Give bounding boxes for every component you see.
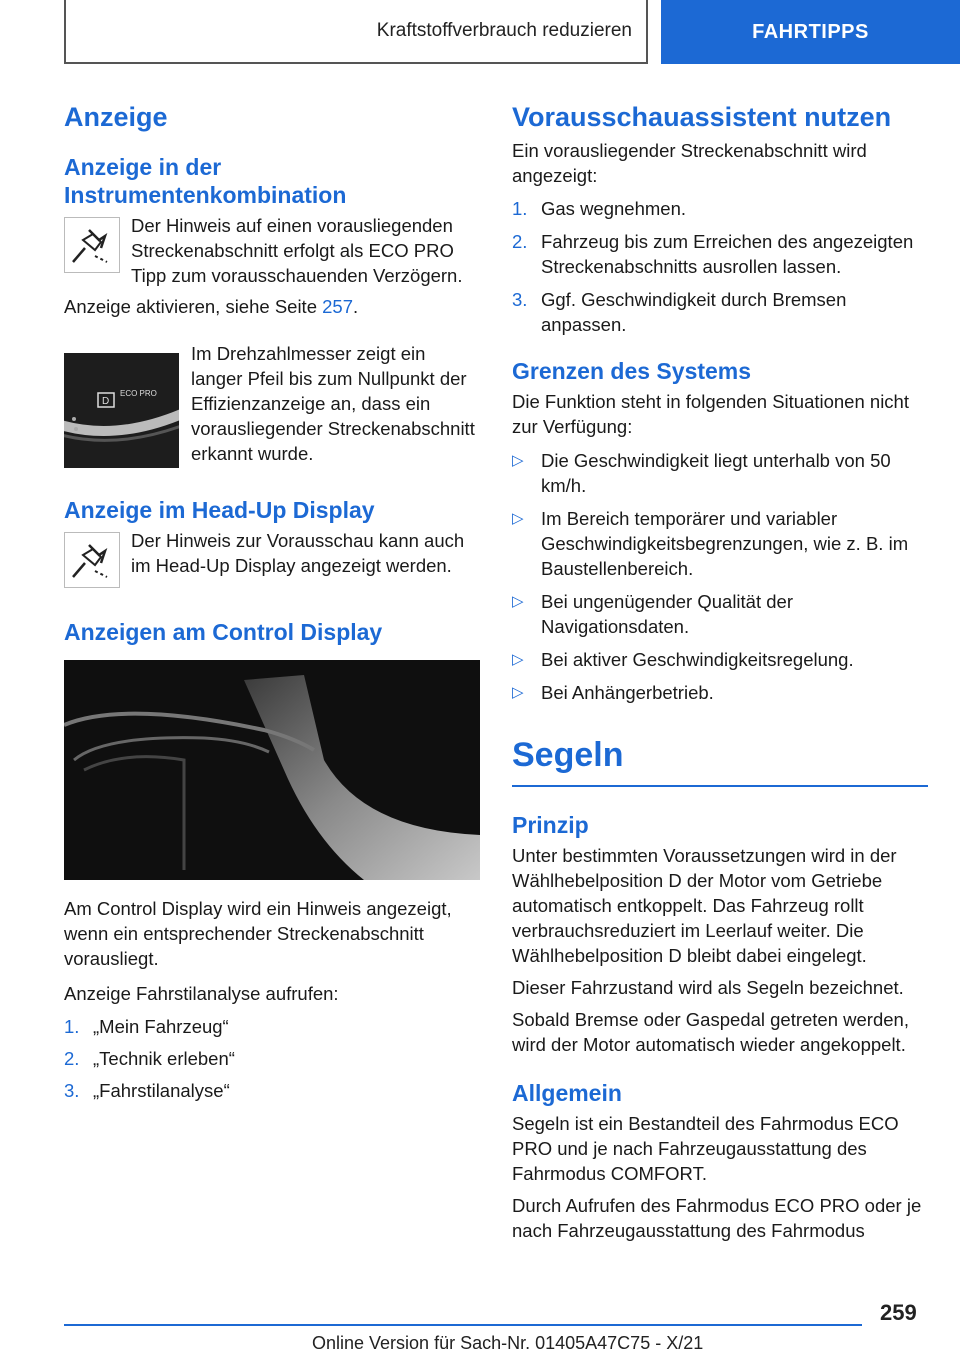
heading-limits: Grenzen des Systems	[512, 358, 752, 384]
text-segeln-definition: Dieser Fahrzustand wird als Segeln bezeichnet.	[512, 977, 904, 998]
mode-label: ECO PRO	[120, 389, 157, 398]
list-item: 1. Gas wegnehmen.	[512, 198, 687, 219]
left-steps	[64, 1014, 480, 1103]
text-limits: Die Funktion steht in folgenden Situationen nicht zur Verfügung:	[512, 391, 909, 437]
text-vorausschau: Ein vorausliegender Streckenabschnitt wird angezeigt:	[512, 140, 867, 186]
text-tacho: Im Drehzahlmesser zeigt ein langer Pfeil bis zum Nullpunkt der Effizienzanzeige an, dass ein vorausliegender Streckenabschnitt erkannt wurde.	[191, 343, 475, 464]
heading-allgemein: Allgemein	[512, 1080, 622, 1106]
text-prinzip: Unter bestimmten Voraussetzungen wird in der Wählhebelposition D der Motor vom Getriebe automatisch entkoppelt. Das Fahrzeug rollt verbrauchsreduziert im Leerlauf weiter. Die Wählhebelposition D bleibt dabei eingelegt.	[512, 845, 897, 966]
tacho-block	[64, 341, 480, 468]
left-column	[64, 100, 480, 1103]
page-number: 259	[880, 1300, 917, 1325]
road-curve-warning-icon	[64, 532, 120, 588]
chapter-title: FAHRTIPPS	[752, 20, 869, 43]
hint-block-hud	[64, 528, 480, 588]
list-item: 1. „Mein Fahrzeug“	[64, 1016, 229, 1037]
list-item: 3. Ggf. Geschwindigkeit durch Bremsen anpassen.	[512, 289, 847, 335]
list-item: ▷ Bei aktiver Geschwindigkeitsregelung.	[512, 649, 854, 670]
gear-label: D	[102, 396, 110, 407]
running-header	[64, 0, 648, 64]
text-allgemein-2: Durch Aufrufen des Fahrmodus ECO PRO oder je nach Fahrzeugausstattung des Fahrmodus	[512, 1195, 922, 1241]
heading-prinzip: Prinzip	[512, 812, 589, 838]
list-item: 2. Fahrzeug bis zum Erreichen des angezeigten Streckenabschnitts ausrollen lassen.	[512, 231, 914, 277]
footer-text: Online Version für Sach-Nr. 01405A47C75 - X/21	[312, 1333, 704, 1353]
hint-block-cluster	[64, 213, 480, 288]
text-control-display: Am Control Display wird ein Hinweis angezeigt, wenn ein entsprechender Streckenabschnitt vorausliegt.	[64, 898, 452, 969]
list-item: ▷ Die Geschwindigkeit liegt unterhalb von 50 km/h.	[512, 450, 891, 496]
list-item: ▷ Im Bereich temporärer und variabler Geschwindigkeitsbegrenzungen, wie z. B. im Baustellenbereich.	[512, 508, 909, 579]
list-item: 3. „Fahrstilanalyse“	[64, 1080, 230, 1101]
text-cluster-hint: Der Hinweis auf einen vorausliegenden Streckenabschnitt erfolgt als ECO PRO Tipp zum vorausschauenden Verzögern.	[131, 215, 463, 286]
road-curve-warning-icon	[64, 217, 120, 273]
list-item: ▷ Bei Anhängerbetrieb.	[512, 682, 714, 703]
text-activate: Anzeige aktivieren, siehe Seite 257.	[64, 296, 359, 317]
triangle-right-icon: ▷	[512, 684, 524, 701]
heading-anzeige: Anzeige	[64, 102, 168, 132]
footer-rule	[64, 1324, 862, 1326]
heading-segeln: Segeln	[512, 735, 928, 787]
triangle-right-icon: ▷	[512, 510, 524, 527]
control-display-image	[64, 660, 480, 880]
text-recoupling: Sobald Bremse oder Gaspedal getreten werden, wird der Motor automatisch wieder angekoppelt.	[512, 1009, 909, 1055]
heading-instrument-cluster: Anzeige in der Instrumentenkombination	[64, 154, 347, 208]
page-link-257[interactable]: 257	[322, 296, 353, 317]
triangle-right-icon: ▷	[512, 651, 524, 668]
right-column	[512, 100, 928, 1243]
section-title: Kraftstoffverbrauch reduzieren	[376, 20, 632, 41]
tachometer-image	[64, 353, 179, 468]
chapter-tab	[661, 0, 960, 64]
heading-hud: Anzeige im Head-Up Display	[64, 497, 375, 523]
triangle-right-icon: ▷	[512, 593, 524, 610]
text-open-analysis: Anzeige Fahrstilanalyse aufrufen:	[64, 983, 339, 1004]
triangle-right-icon: ▷	[512, 452, 524, 469]
list-item: 2. „Technik erleben“	[64, 1048, 235, 1069]
text-allgemein-1: Segeln ist ein Bestandteil des Fahrmodus ECO PRO und je nach Fahrzeugausstattung des Fahrmodus COMFORT.	[512, 1113, 899, 1184]
heading-vorausschau: Vorausschauassistent nutzen	[512, 102, 892, 132]
limits-list	[512, 448, 928, 705]
list-item: ▷ Bei ungenügender Qualität der Navigationsdaten.	[512, 591, 793, 637]
right-steps	[512, 196, 928, 337]
text-hud: Der Hinweis zur Vorausschau kann auch im Head-Up Display angezeigt werden.	[131, 530, 465, 576]
heading-control-display: Anzeigen am Control Display	[64, 619, 383, 645]
